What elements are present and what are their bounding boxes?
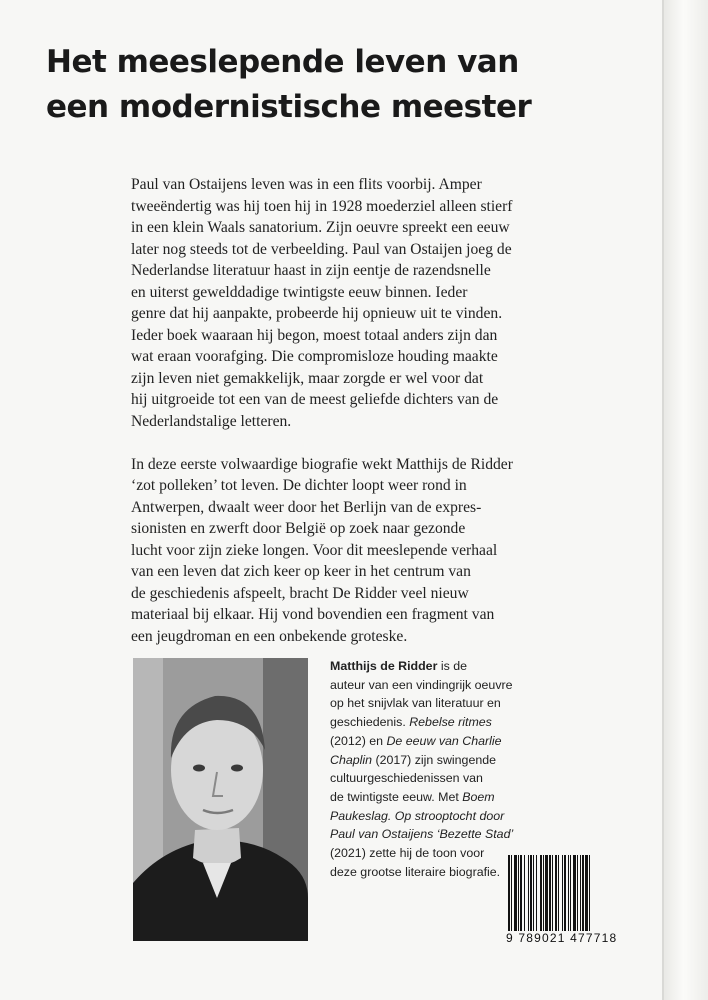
text-line: ‘zot polleken’ tot leven. De dichter loopt weer rond in [131,477,467,494]
bio-line: auteur van een vindingrijk oeuvre [330,677,513,692]
barcode-bar [518,855,519,931]
bio-line [330,732,550,751]
text-line: Nederlandstalige letteren. [131,412,292,430]
book-title: Boem [462,789,495,804]
book-spine-edge [664,0,708,1000]
barcode-bar [520,855,522,931]
barcode-bar [540,855,542,931]
barcode-bar [568,855,569,931]
author-bio [330,657,550,881]
isbn-number: 9 789021 477718 [506,931,618,945]
book-title: De eeuw van Charlie [386,733,502,748]
barcode-bar [552,855,553,931]
bio-line [330,713,550,732]
text-line: van een leven dat zich keer op keer in het centrum van [131,563,471,580]
barcode-bar [530,855,532,931]
barcode-bar [555,855,557,931]
barcode-bar [564,855,566,931]
barcode-bar [573,855,576,931]
barcode-bar [570,855,571,931]
author-name: Matthijs de Ridder [330,659,438,673]
bio-line [330,751,550,770]
bio-text: de twintigste eeuw. Met [330,789,463,804]
barcode-bar [524,855,525,931]
barcode-bar [545,855,548,931]
barcode-bar [508,855,510,931]
book-title: Chaplin [330,752,373,767]
text-line: en uiterst gewelddadige twintigste eeuw binnen. Ieder [131,283,468,301]
barcode-bar [511,855,512,931]
barcode-bar [580,855,581,931]
bio-text: (2012) en [330,733,387,748]
bio-line: deze grootse literaire biografie. [330,864,501,879]
bio-line: (2021) zette hij de toon voor [330,846,485,861]
bio-line [330,807,550,826]
text-line: in een klein Waals sanatorium. Zijn oeuvre spreekt een eeuw [131,219,510,236]
headline-line-2: een modernistische meester [46,89,532,125]
barcode-bar [558,855,559,931]
headline [46,40,646,130]
bio-text: geschiedenis. [330,715,410,730]
bio-line: op het snijvlak van literatuur en [330,696,501,711]
text-line: Antwerpen, dwaalt weer door het Berlijn van de expres- [131,498,482,516]
text-line: een jeugdroman en een onbekende groteske. [131,627,408,645]
barcode-bar [549,855,551,931]
text-line: sionisten en zwerft door België op zoek naar gezonde [131,520,466,537]
barcode-bar [533,855,534,931]
book-title: Paul van Ostaijens ‘Bezette Stad’ [330,827,514,842]
barcode-bar [528,855,529,931]
blurb-paragraph-1 [131,174,571,432]
text-line: In deze eerste volwaardige biografie wekt Matthijs de Ridder [131,455,513,473]
barcode-bar [582,855,584,931]
bio-text: is de [437,659,468,673]
text-line: hij uitgroeide tot een van de meest geliefde dichters van de [131,391,499,408]
text-line: Ieder boek waaraan hij begon, moest totaal anders zijn dan [131,326,498,344]
blurb [131,174,571,669]
author-portrait-illustration [133,658,308,941]
text-line: genre dat hij aanpakte, probeerde hij opnieuw uit te vinden. [131,305,503,322]
bio-line [330,657,550,676]
barcode-bar [514,855,517,931]
text-line: Paul van Ostaijens leven was in een flits voorbij. Amper [131,176,482,193]
book-title: Rebelse ritmes [409,715,492,730]
text-line: later nog steeds tot de verbeelding. Paul van Ostaijen joeg de [131,240,512,258]
bio-text: (2017) zijn swingende [372,752,497,767]
text-line: lucht voor zijn zieke longen. Voor dit meeslepende verhaal [131,541,498,559]
barcode-bar [536,855,537,931]
text-line: Nederlandse literatuur haast in zijn eentje de razendsnelle [131,262,491,279]
barcode-bar [589,855,590,931]
bio-line [330,825,550,844]
text-line: wat eraan voorafging. Die compromisloze houding maakte [131,348,498,365]
text-line: zijn leven niet gemakkelijk, maar zorgde er wel voor dat [131,369,484,387]
text-line: materiaal bij elkaar. Hij vond bovendien een fragment van [131,606,495,623]
barcode-bar [585,855,588,931]
isbn-barcode [506,855,628,931]
bio-line [330,788,550,807]
author-photo [133,658,308,941]
blurb-paragraph-2 [131,454,571,648]
headline-line-1: Het meeslepende leven van [46,44,519,80]
barcode-bar [543,855,544,931]
text-line: de geschiedenis afspeelt, bracht De Ridder veel nieuw [131,584,469,602]
barcode-bar [577,855,578,931]
text-line: tweeëndertig was hij toen hij in 1928 moederziel alleen stierf [131,197,513,215]
book-title: Paukeslag. Op strooptocht door [330,808,505,823]
barcode-bar [562,855,563,931]
bio-line: cultuurgeschiedenissen van [330,771,483,786]
